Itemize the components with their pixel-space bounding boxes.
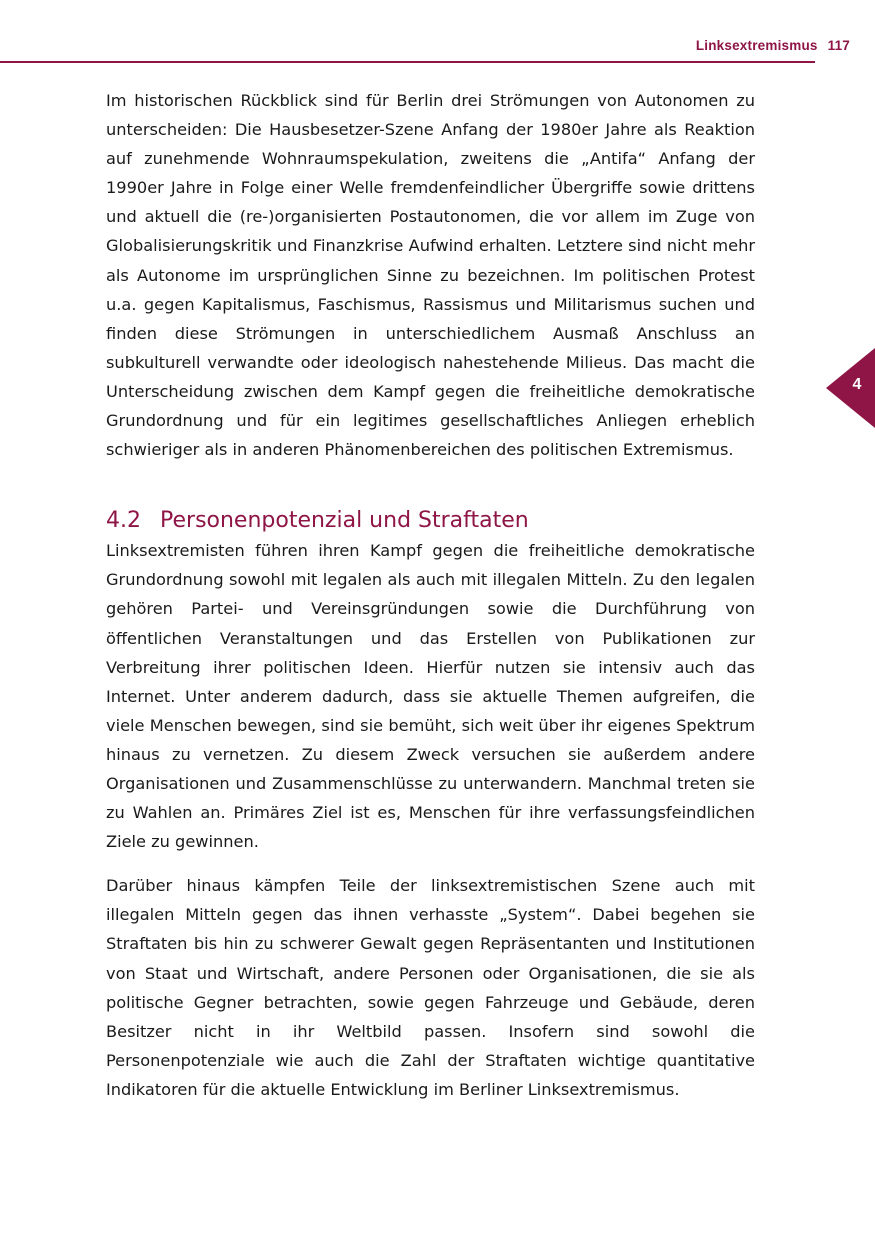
section-number: 4.2 [106,508,141,534]
header-rule [0,61,815,63]
page-content [106,86,755,1104]
section-paragraph-2: Darüber hinaus kämpfen Teile der linksextremistischen Szene auch mit illegalen Mitteln gegen das ihnen verhasste „System“. Dabei begehen sie Straftaten bis hin zu schwerer Gewalt gegen Repräsentanten und Institutionen von Staat und Wirtschaft, andere Personen oder Organisationen, die sie als politische Gegner betrachten, sowie gegen Fahrzeuge und Gebäude, deren Besitzer nicht in ihr Weltbild passen. Insofern sind sowohl die Personenpotenziale wie auch die Zahl der Straftaten wichtige quantitative Indikatoren für die aktuelle Entwicklung im Berliner Linksextremismus. [106,876,755,1099]
section-heading [106,506,755,536]
section-title: Personenpotenzial und Straftaten [160,508,529,534]
section-paragraph-1: Linksextremisten führen ihren Kampf gegen die freiheitliche demokratische Grundordnung sowohl mit legalen als auch mit illegalen Mitteln. Zu den legalen gehören Partei- und Vereinsgründungen sowie die Durchführung von öffentlichen Veranstaltungen und das Erstellen von Publikationen zur Verbreitung ihrer politischen Ideen. Hierfür nutzen sie intensiv auch das Internet. Unter anderem dadurch, dass sie aktuelle Themen aufgreifen, die viele Menschen bewegen, sind sie bemüht, sich weit über ihr eigenes Spektrum hinaus zu vernetzen. Zu diesem Zweck versuchen sie außerdem andere Organisationen und Zusammenschlüsse zu unterwandern. Manchmal treten sie zu Wahlen an. Primäres Ziel ist es, Menschen für ihre verfassungsfeindlichen Ziele zu gewinnen. [106,541,755,852]
page-number: 117 [827,38,850,53]
intro-paragraph: Im historischen Rückblick sind für Berlin drei Strömungen von Autonomen zu unterscheiden: Die Hausbesetzer-Szene Anfang der 1980er Jahre als Reaktion auf zunehmende Wohnraumspekulation, zweitens die „Antifa“ Anfang der 1990er Jahre in Folge einer Welle fremdenfeindlicher Übergriffe sowie drittens und aktuell die (re-)organisierten Postautonomen, die vor allem im Zuge von Globalisierungskritik und Finanzkrise Aufwind erhalten. Letztere sind nicht mehr als Autonome im ursprünglichen Sinne zu bezeichnen. Im politischen Protest u.a. gegen Kapitalismus, Faschismus, Rassismus und Militarismus suchen und finden diese Strömungen in unterschiedlichem Ausmaß Anschluss an subkulturell verwandte oder ideologisch nahestehende Milieus. Das macht die Unterscheidung zwischen dem Kampf gegen die freiheitliche demokratische Grundordnung und für ein legitimes gesellschaftliches Anliegen erheblich schwieriger als in anderen Phänomenbereichen des politischen Extremismus. [106,91,755,460]
running-title: Linksextremismus [695,38,818,53]
running-header [696,38,850,53]
chapter-tab-label: 4 [852,376,862,393]
